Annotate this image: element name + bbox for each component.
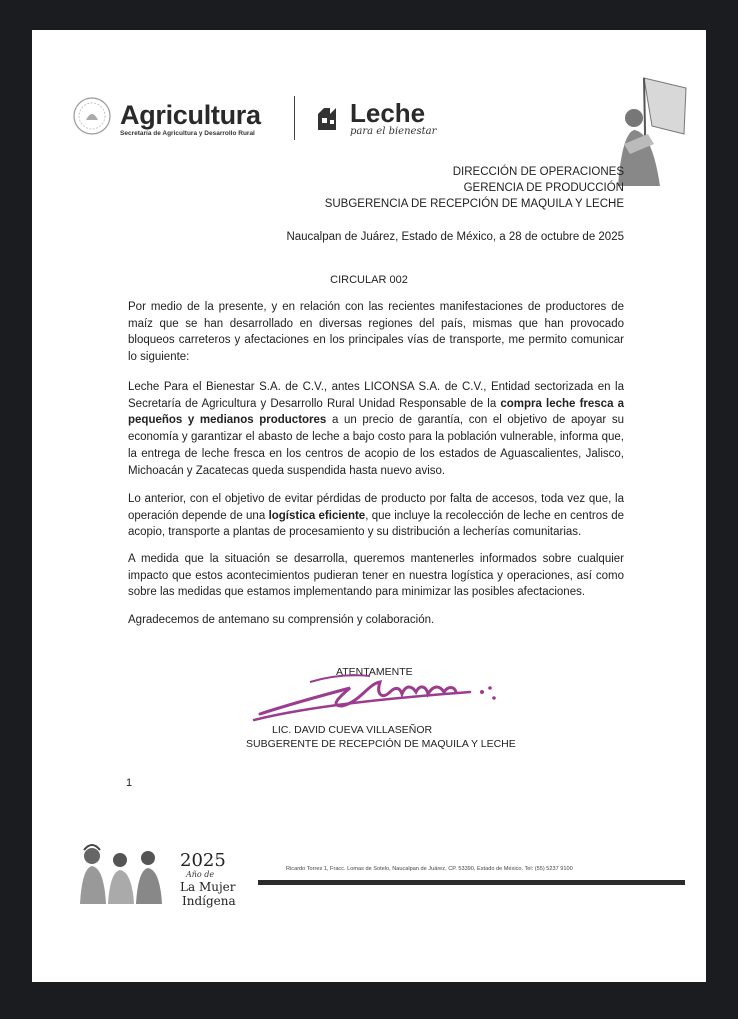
paragraph-5: Agradecemos de antemano su comprensión y colaboración.	[128, 614, 435, 626]
signer-name: LIC. DAVID CUEVA VILLASEÑOR	[272, 724, 433, 736]
leche-logo-text: Leche	[350, 98, 426, 128]
footer-address: Ricardo Torres 1, Fracc. Lomas de Sotelo, Naucalpan de Juárez, CP. 53390, Estado de México. Tel: (55) 5237 9100	[286, 866, 573, 872]
letter-page	[32, 30, 706, 982]
addressee-line-2: GERENCIA DE PRODUCCIÓN	[463, 182, 624, 194]
addressee-line-1: DIRECCIÓN DE OPERACIONES	[452, 166, 624, 178]
leche-logo-icon	[314, 102, 346, 132]
circular-title: CIRCULAR 002	[330, 274, 408, 286]
paragraph-3: Lo anterior, con el objetivo de evitar pérdidas de producto por falta de accesos, toda vez que, la operación depende de una logística eficiente, que incluye la recolección de leche en centros de acopio, transporte a plantas de procesamiento y su distribución a lecherías comunitarias.	[128, 493, 624, 539]
footer-year: 2025	[180, 850, 226, 871]
logo-divider	[294, 96, 295, 140]
leche-subtitle: para el bienestar	[350, 126, 437, 137]
paragraph-4: A medida que la situación se desarrolla, queremos mantenerles informados sobre cualquier impacto que estos acontecimientos pudieran tener en nuestra logística y operaciones, así como sobre las medidas que estamos implementando para minimizar las posibles afectaciones.	[128, 553, 624, 599]
footer-year-sub-1: Año de	[186, 870, 215, 879]
closing-atentamente: ATENTAMENTE	[336, 666, 413, 678]
page-number: 1	[126, 777, 133, 789]
footer-bar	[258, 880, 685, 885]
bold-phrase-compra: compra leche fresca a pequeños y medianos productores	[128, 397, 624, 427]
footer-year-sub-3: Indígena	[182, 894, 236, 908]
signer-title: SUBGERENTE DE RECEPCIÓN DE MAQUILA Y LECHE	[246, 738, 516, 750]
addressee-line-3: SUBGERENCIA DE RECEPCIÓN DE MAQUILA Y LECHE	[324, 198, 624, 210]
indigenous-women-illustration-icon	[76, 838, 176, 904]
paragraph-2: Leche Para el Bienestar S.A. de C.V., antes LICONSA S.A. de C.V., Entidad sectorizada en la Secretaría de Agricultura y Desarrollo Rural Unidad Responsable de la compra leche fresca a pequeños y medianos productores a un precio de garantía, con el objetivo de apoyar su economía y garantizar el abasto de leche a bajo costo para la población vulnerable, informa que, la entrega de leche fresca en los centros de acopio de los estados de Aguascalientes, Jalisco, Michoacán y Zacatecas queda suspendida hasta nuevo aviso.	[128, 381, 624, 477]
place-date: Naucalpan de Juárez, Estado de México, a 28 de octubre de 2025	[286, 231, 624, 243]
paragraph-1: Por medio de la presente, y en relación con las recientes manifestaciones de productores de maíz que se han desarrollado en diversas regiones del país, mismas que han provocado bloqueos carreteros y afectaciones en los principales vías de transporte, me permito comunicar lo siguiente:	[128, 301, 624, 364]
bold-phrase-logistica: logística eficiente	[268, 509, 366, 522]
agricultura-logo-text: Agricultura	[120, 100, 261, 130]
agricultura-subtitle: Secretaría de Agricultura y Desarrollo Rural	[120, 130, 255, 137]
footer-year-sub-2: La Mujer	[180, 880, 236, 894]
signature-image	[250, 662, 520, 724]
government-seal-icon	[72, 96, 112, 136]
